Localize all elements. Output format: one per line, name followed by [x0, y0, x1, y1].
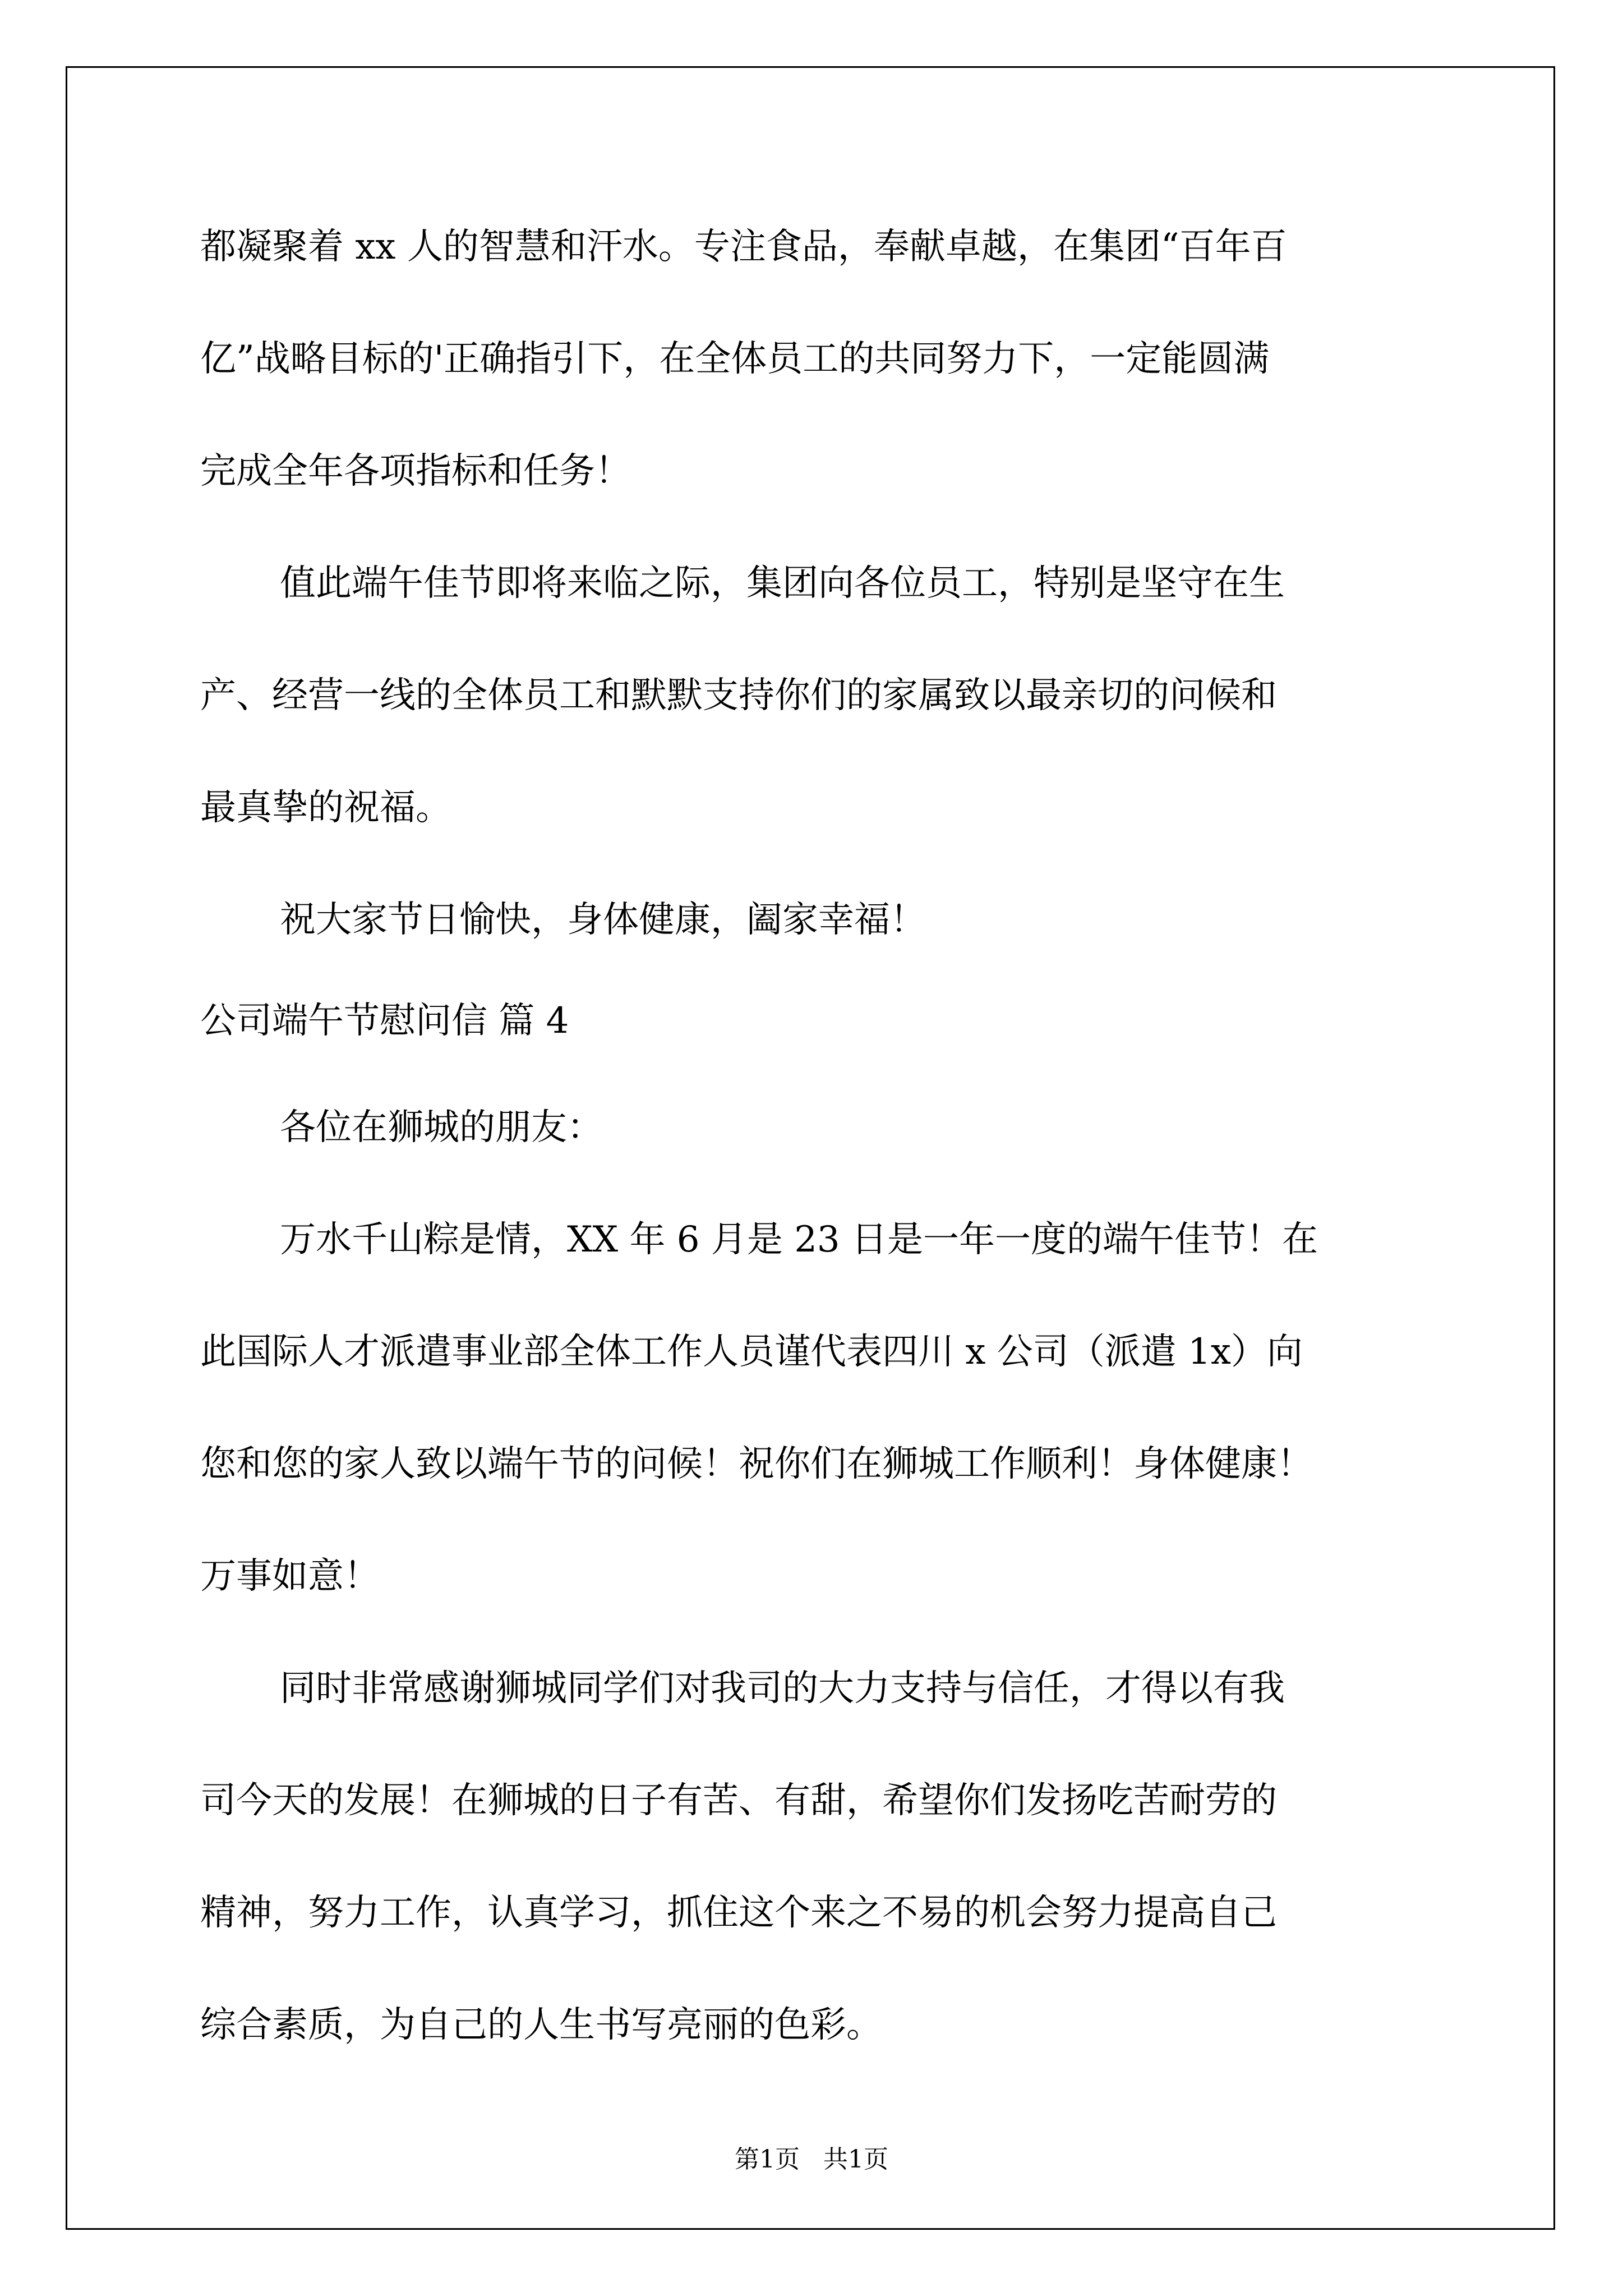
text-line: 亿”战略目标的'正确指引下，在全体员工的共同努力下，一定能圆满 — [200, 338, 1270, 380]
page-footer: 第1页 共1页 — [735, 2145, 888, 2174]
text-line: 万水千山粽是情，XX 年 6 月是 23 日是一年一度的端午佳节！在 — [280, 1219, 1318, 1260]
text-line: 您和您的家人致以端午节的问候！祝你们在狮城工作顺利！身体健康！ — [200, 1443, 1313, 1485]
text-line: 都凝聚着 xx 人的智慧和汗水。专注食品，奉献卓越，在集团“百年百 — [200, 226, 1287, 268]
text-line: 祝大家节日愉快，身体健康，阖家幸福！ — [280, 899, 926, 941]
salutation: 各位在狮城的朋友： — [280, 1107, 603, 1148]
text-line: 同时非常感谢狮城同学们对我司的大力支持与信任，才得以有我 — [280, 1668, 1285, 1709]
text-line: 司今天的发展！在狮城的日子有苦、有甜，希望你们发扬吃苦耐劳的 — [200, 1780, 1277, 1821]
text-line: 值此端午佳节即将来临之际，集团向各位员工，特别是坚守在生 — [280, 563, 1285, 604]
text-line: 万事如意！ — [200, 1556, 380, 1597]
section-heading: 公司端午节慰问信 篇 4 — [200, 1000, 569, 1042]
text-line: 精神，努力工作，认真学习，抓住这个来之不易的机会努力提高自己 — [200, 1892, 1277, 1934]
text-line: 完成全年各项指标和任务！ — [200, 450, 631, 492]
text-line: 最真挚的祝福。 — [200, 787, 451, 829]
text-line: 综合素质，为自己的人生书写亮丽的色彩。 — [200, 2004, 882, 2046]
text-line: 产、经营一线的全体员工和默默支持你们的家属致以最亲切的问候和 — [200, 675, 1277, 716]
text-line: 此国际人才派遣事业部全体工作人员谨代表四川 x 公司（派遣 1x）向 — [200, 1331, 1303, 1373]
